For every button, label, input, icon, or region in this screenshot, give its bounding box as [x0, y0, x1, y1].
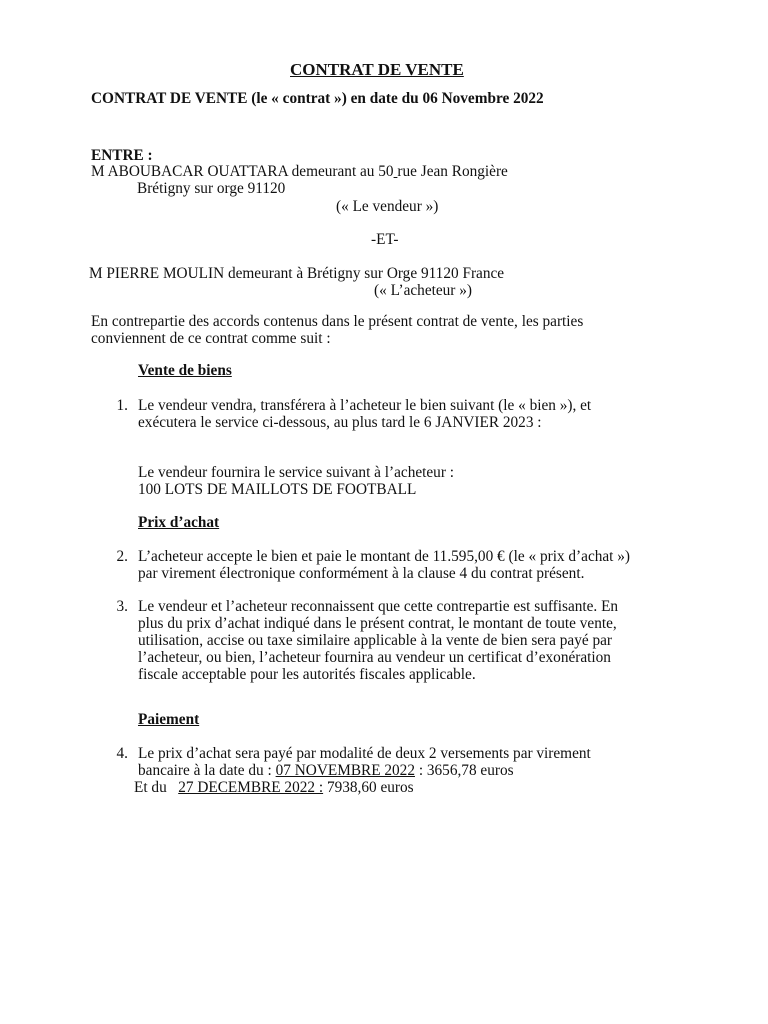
- item-number-1: 1.: [116, 397, 128, 414]
- buyer-role: (« L’acheteur »): [374, 282, 472, 299]
- entre-label: ENTRE :: [91, 147, 153, 164]
- payment-amount-1: : 3656,78 euros: [418, 762, 514, 779]
- intro-line-2: conviennent de ce contrat comme suit :: [91, 330, 331, 347]
- item-4-line-1: Le prix d’achat sera payé par modalité de deux 2 versements par virement: [138, 745, 591, 762]
- payment-date-2: 27 DECEMBRE 2022 :: [178, 779, 324, 796]
- item-4-line-2-pre: bancaire à la date du :: [138, 762, 272, 779]
- item-4-line-3: [134, 779, 414, 796]
- item-2-line-2: par virement électronique conformément à la clause 4 du contrat présent.: [138, 565, 585, 582]
- seller-line-1: [91, 163, 508, 180]
- item-4-line-2: [138, 762, 514, 779]
- document-subtitle: CONTRAT DE VENTE (le « contrat ») en date du 06 Novembre 2022: [91, 90, 544, 107]
- service-line-1: Le vendeur fournira le service suivant à l’acheteur :: [138, 464, 454, 481]
- seller-role: (« Le vendeur »): [336, 198, 439, 215]
- item-1-line-2: exécutera le service ci-dessous, au plus tard le 6 JANVIER 2023 :: [138, 414, 542, 431]
- section-heading-vente: Vente de biens: [138, 362, 232, 379]
- item-number-3: 3.: [116, 598, 128, 615]
- service-line-2: 100 LOTS DE MAILLOTS DE FOOTBALL: [138, 481, 417, 498]
- item-3-line-1: Le vendeur et l’acheteur reconnaissent que cette contrepartie est suffisante. En: [138, 598, 619, 615]
- item-number-4: 4.: [116, 745, 128, 762]
- seller-line-1-post: rue Jean Rongière: [397, 163, 508, 180]
- item-1-line-1: Le vendeur vendra, transférera à l’acheteur le bien suivant (le « bien »), et: [138, 397, 592, 414]
- payment-amount-2: 7938,60 euros: [326, 779, 414, 796]
- document-title: CONTRAT DE VENTE: [290, 60, 464, 79]
- item-3-line-2: plus du prix d’achat indiqué dans le présent contrat, le montant de toute vente,: [138, 615, 617, 632]
- parties-separator: -ET-: [371, 231, 399, 248]
- intro-line-1: En contrepartie des accords contenus dans le présent contrat de vente, les parties: [91, 313, 584, 330]
- item-3-line-5: fiscale acceptable pour les autorités fiscales applicable.: [138, 666, 476, 683]
- item-3-line-4: l’acheteur, ou bien, l’acheteur fournira au vendeur un certificat d’exonération: [138, 649, 611, 666]
- payment-date-1: 07 NOVEMBRE 2022: [275, 762, 415, 779]
- item-2-line-1: L’acheteur accepte le bien et paie le montant de 11.595,00 € (le « prix d’achat »): [138, 548, 630, 565]
- section-heading-paiement: Paiement: [138, 711, 200, 728]
- seller-line-2: Brétigny sur orge 91120: [137, 180, 286, 197]
- section-heading-prix: Prix d’achat: [138, 514, 220, 531]
- item-4-line-3-pre: Et du: [134, 779, 167, 796]
- item-number-2: 2.: [116, 548, 128, 565]
- buyer-line-1: M PIERRE MOULIN demeurant à Brétigny sur Orge 91120 France: [89, 265, 505, 282]
- item-3-line-3: utilisation, accise ou taxe similaire applicable à la vente de bien sera payé par: [138, 632, 613, 649]
- seller-line-1-pre: M ABOUBACAR OUATTARA demeurant au 50: [91, 163, 394, 180]
